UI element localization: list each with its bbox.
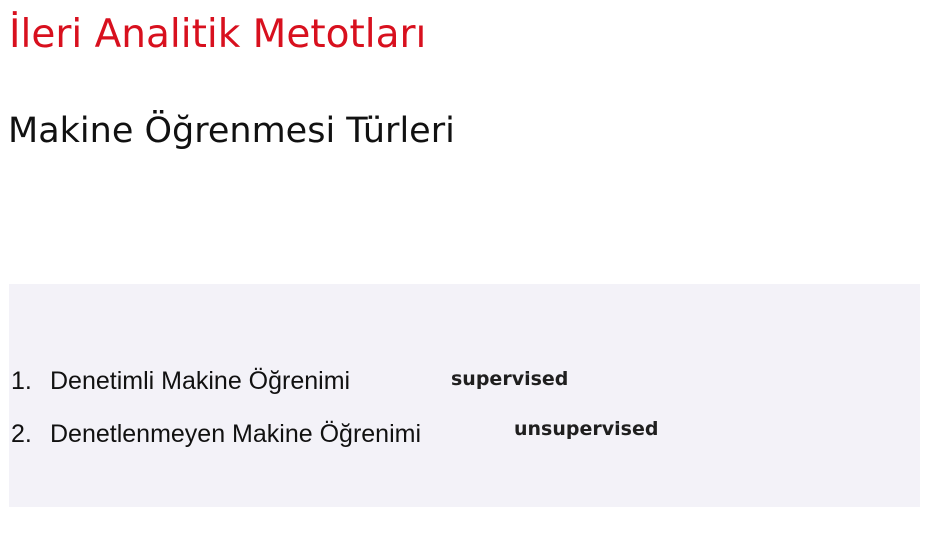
list-item-tag: supervised [451,368,569,390]
slide-title: İleri Analitik Metotları [9,12,427,57]
list-item-number: 2. [11,420,32,448]
list-item-tag: unsupervised [514,418,659,440]
list-item-label: Denetlenmeyen Makine Öğrenimi [50,420,422,448]
content-panel [9,284,920,507]
list-item-number: 1. [11,367,32,395]
slide-subtitle: Makine Öğrenmesi Türleri [8,111,455,151]
list-item-label: Denetimli Makine Öğrenimi [50,367,351,395]
